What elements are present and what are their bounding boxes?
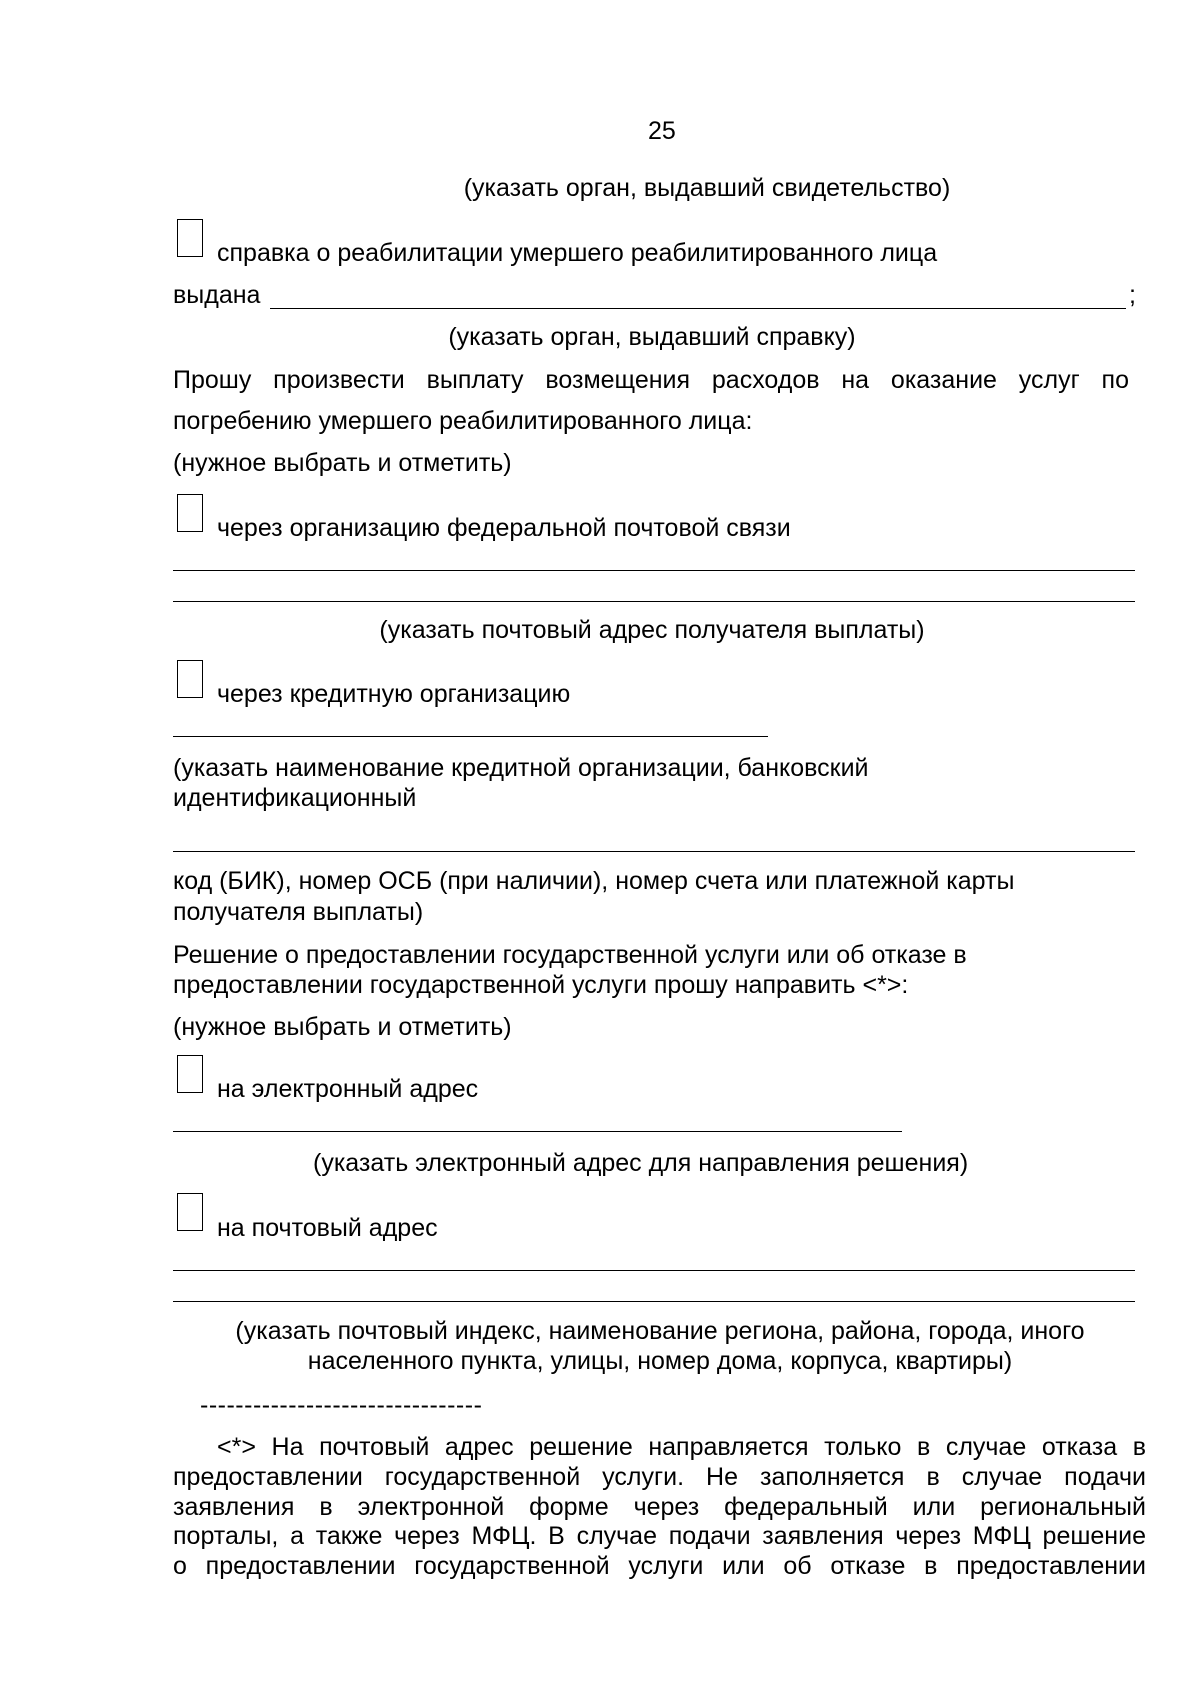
- decision-line-2: предоставлении государственной услуги прошу направить <*>:: [173, 971, 909, 999]
- page-number: 25: [648, 117, 676, 145]
- postal-address-line-1[interactable]: [173, 1270, 1135, 1271]
- rehab-certificate-label: справка о реабилитации умершего реабилитированного лица: [217, 239, 938, 267]
- bank-option-label: через кредитную организацию: [217, 680, 571, 708]
- payment-request-line-2: погребению умершего реабилитированного лица:: [173, 407, 753, 435]
- bank-details-line[interactable]: [173, 851, 1135, 852]
- bank-hint-line-1: (указать наименование кредитной организации, банковский: [173, 754, 869, 782]
- footnote-line-1: <*> На почтовый адрес решение направляется только в случае отказа в: [217, 1433, 1146, 1461]
- decision-line-1: Решение о предоставлении государственной услуги или об отказе в: [173, 941, 967, 969]
- footnote-separator: --------------------------------: [200, 1391, 483, 1419]
- post-address-line-2[interactable]: [173, 601, 1135, 602]
- decision-choose-hint: (нужное выбрать и отметить): [173, 1013, 512, 1041]
- payment-choose-hint: (нужное выбрать и отметить): [173, 449, 512, 477]
- issued-terminator: ;: [1129, 281, 1136, 309]
- bank-hint-line-3: код (БИК), номер ОСБ (при наличии), номер счета или платежной карты: [173, 867, 1015, 895]
- footnote-line-4: порталы, а также через МФЦ. В случае подачи заявления через МФЦ решение: [173, 1522, 1146, 1550]
- email-address-hint: (указать электронный адрес для направления решения): [313, 1149, 969, 1177]
- postal-address-hint-line-2: населенного пункта, улицы, номер дома, корпуса, квартиры): [307, 1347, 1013, 1375]
- email-option-label: на электронный адрес: [217, 1075, 479, 1103]
- postal-address-hint-line-1: (указать почтовый индекс, наименование региона, района, города, иного: [235, 1317, 1085, 1345]
- footnote-line-5: о предоставлении государственной услуги или об отказе в предоставлении: [173, 1552, 1146, 1580]
- bank-hint-line-2: идентификационный: [173, 784, 417, 812]
- post-address-hint: (указать почтовый адрес получателя выплаты): [379, 616, 925, 644]
- post-option-label: через организацию федеральной почтовой связи: [217, 514, 791, 542]
- rehab-certificate-checkbox[interactable]: [177, 219, 203, 257]
- footnote-line-2: предоставлении государственной услуги. Не заполняется в случае подачи: [173, 1463, 1146, 1491]
- email-option-checkbox[interactable]: [177, 1055, 203, 1093]
- issued-by-field-line[interactable]: [270, 308, 1126, 309]
- bank-option-checkbox[interactable]: [177, 660, 203, 698]
- email-address-line[interactable]: [173, 1131, 902, 1132]
- certificate-issuer-hint: (указать орган, выдавший свидетельство): [463, 174, 951, 202]
- postal-address-line-2[interactable]: [173, 1301, 1135, 1302]
- footnote-line-3: заявления в электронной форме через федеральный или региональный: [173, 1493, 1146, 1521]
- bank-hint-line-4: получателя выплаты): [173, 898, 424, 926]
- payment-request-line-1: Прошу произвести выплату возмещения расходов на оказание услуг по: [173, 366, 1129, 394]
- rehab-certificate-issuer-hint: (указать орган, выдавший справку): [448, 323, 856, 351]
- post-address-line-1[interactable]: [173, 570, 1135, 571]
- issued-label: выдана: [173, 281, 261, 309]
- bank-name-line[interactable]: [173, 736, 768, 737]
- postal-option-label: на почтовый адрес: [217, 1214, 438, 1242]
- post-option-checkbox[interactable]: [177, 494, 203, 532]
- postal-option-checkbox[interactable]: [177, 1193, 203, 1231]
